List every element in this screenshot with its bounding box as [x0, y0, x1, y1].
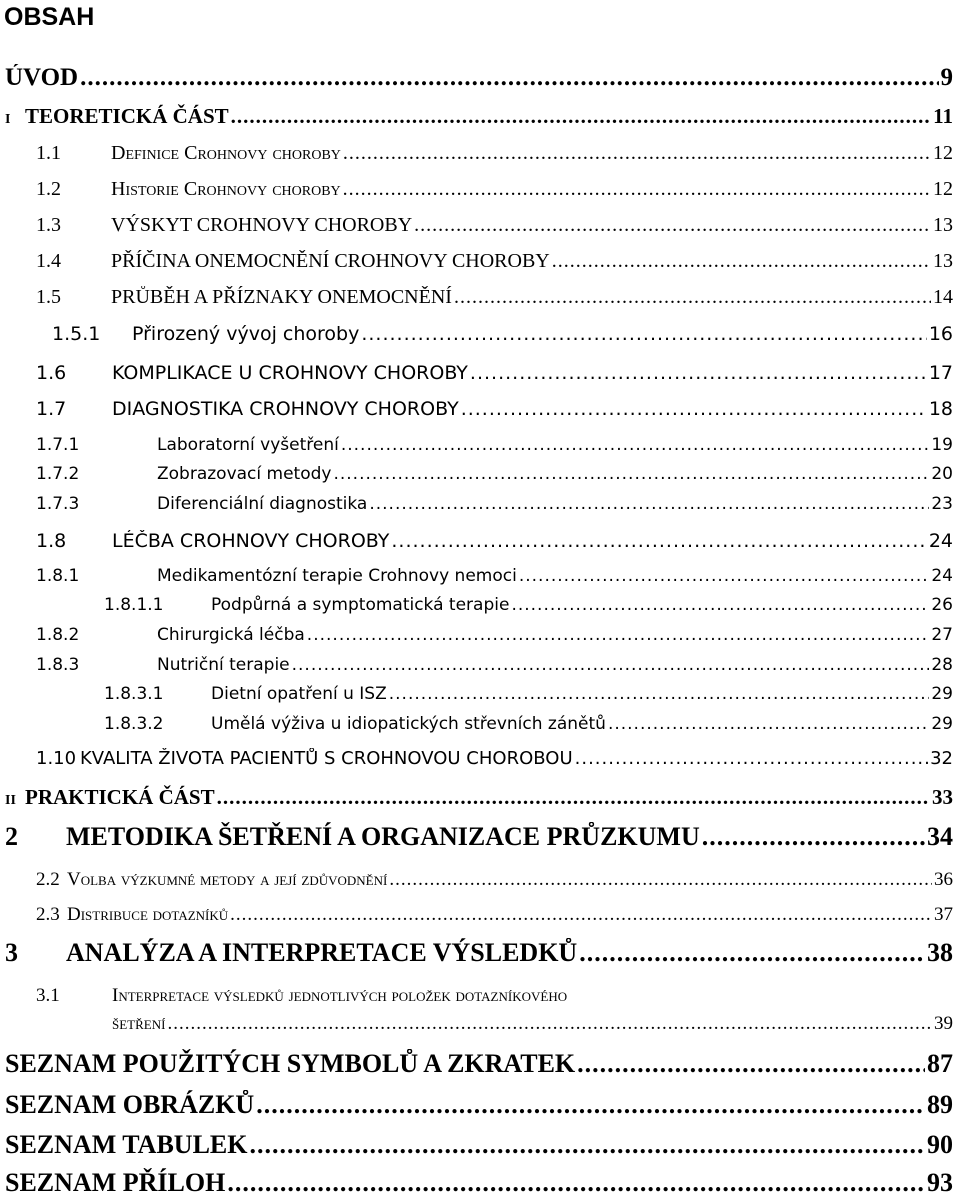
toc-title: OBSAH [4, 3, 95, 31]
toc-entry-page: 87 [927, 1049, 953, 1078]
toc-entry-number: 1.7.1 [36, 435, 80, 455]
toc-entry-label: Definice Crohnovy choroby [111, 142, 341, 164]
toc-entry-label: DIAGNOSTIKA CROHNOVY CHOROBY [112, 398, 459, 420]
toc-entry-label: ÚVOD [5, 64, 79, 91]
toc-entry[interactable] [104, 684, 953, 704]
toc-leader [519, 566, 930, 586]
toc-entry[interactable] [36, 985, 953, 1007]
toc-entry-label: Volba výzkumné metody a její zdůvodnění [67, 869, 388, 890]
toc-leader [231, 104, 932, 129]
toc-entry[interactable] [104, 714, 953, 734]
toc-entry[interactable] [36, 625, 953, 645]
toc-entry-page: 23 [931, 494, 953, 514]
toc-entry-number: 2 [5, 822, 18, 851]
toc-entry-number: 1.3 [36, 214, 61, 236]
toc-leader [230, 904, 932, 926]
toc-leader [389, 684, 930, 704]
toc-entry-label: VÝSKYT CROHNOVY CHOROBY [111, 214, 413, 236]
toc-entry-page: 33 [932, 785, 953, 809]
toc-entry-label: Umělá výživa u idiopatických střevních zánětů [211, 714, 606, 734]
toc-entry-label: Historie Crohnovy choroby [111, 178, 341, 200]
toc-entry[interactable] [36, 398, 953, 420]
toc-entry-page: 13 [933, 214, 953, 236]
toc-entry-number: 1.8.3 [36, 655, 80, 675]
toc-entry-page: 29 [931, 684, 953, 704]
toc-entry-number: 2.3 [36, 904, 60, 925]
toc-entry-label: KVALITA ŽIVOTA PACIENTŮ S CROHNOVOU CHOROBOU [80, 748, 573, 769]
toc-entry-page: 38 [927, 938, 953, 967]
toc-entry-label: SEZNAM OBRÁZKŮ [5, 1090, 255, 1119]
toc-entry-page: 34 [927, 822, 953, 851]
toc-entry-number: 1.8.2 [36, 625, 80, 645]
toc-entry-number: 1.5 [36, 286, 61, 308]
toc-entry-number: 1.7.3 [36, 494, 80, 514]
toc-entry[interactable] [5, 1049, 953, 1079]
toc-entry-number: 1.7.2 [36, 464, 80, 484]
toc-leader [369, 494, 929, 514]
toc-leader [461, 398, 927, 420]
toc-entry[interactable] [5, 785, 953, 810]
toc-entry-page: 16 [928, 323, 953, 345]
toc-entry-label: TEORETICKÁ ČÁST [25, 104, 229, 128]
toc-entry-page: 28 [931, 655, 953, 675]
toc-leader [217, 785, 930, 810]
toc-entry[interactable] [36, 655, 953, 675]
toc-entry-page: 93 [927, 1168, 953, 1197]
toc-entry-label: Podpůrná a symptomatická terapie [211, 595, 510, 615]
toc-entry[interactable] [36, 142, 953, 165]
toc-entry[interactable] [5, 822, 953, 852]
toc-entry[interactable] [52, 323, 953, 345]
toc-entry-page: 27 [931, 625, 953, 645]
toc-entry-page: 17 [928, 362, 953, 384]
toc-leader [414, 214, 931, 237]
toc-entry-label: ANALÝZA A INTERPRETACE VÝSLEDKŮ [66, 938, 578, 967]
toc-entry-number: 1.4 [36, 250, 61, 272]
toc-leader [227, 1168, 925, 1198]
toc-entry-page: 39 [934, 1013, 953, 1034]
toc-leader [80, 64, 938, 92]
toc-entry-page: 14 [933, 286, 953, 308]
toc-entry[interactable] [36, 748, 953, 769]
toc-entry-number: 1.5.1 [52, 323, 101, 345]
toc-entry[interactable] [36, 464, 953, 484]
toc-entry-page: 24 [928, 530, 953, 552]
toc-entry-number: 1.8.1.1 [104, 595, 164, 615]
toc-entry-label: Nutriční terapie [157, 655, 290, 675]
toc-leader [579, 938, 925, 968]
toc-entry-page: 29 [931, 714, 953, 734]
toc-entry-page: 90 [927, 1130, 953, 1159]
toc-entry-label: Diferenciální diagnostika [157, 494, 368, 514]
toc-entry-page: 9 [940, 64, 953, 91]
toc-leader [389, 869, 932, 891]
toc-entry[interactable] [36, 362, 953, 384]
toc-entry-label: PŘÍČINA ONEMOCNĚNÍ CROHNOVY CHOROBY [111, 250, 550, 272]
toc-leader [333, 464, 929, 484]
toc-leader [577, 1049, 925, 1079]
toc-leader [249, 1130, 925, 1160]
toc-entry-label: Interpretace výsledků jednotlivých položek dotazníkového [112, 985, 568, 1006]
toc-entry-label: Zobrazovací metody [157, 464, 332, 484]
toc-entry-label: šetření [112, 1013, 166, 1034]
toc-leader [343, 178, 931, 201]
toc-entry-label: Chirurgická léčba [157, 625, 305, 645]
toc-entry-number: 3 [5, 938, 18, 967]
toc-leader [552, 250, 931, 273]
toc-entry[interactable] [104, 595, 953, 615]
toc-entry-page: 37 [934, 904, 953, 925]
toc-entry-page: 32 [930, 748, 953, 769]
toc-entry-number: 1.6 [36, 362, 67, 384]
toc-leader [511, 595, 929, 615]
toc-leader [292, 655, 930, 675]
toc-leader [361, 323, 926, 345]
toc-entry[interactable] [5, 1130, 953, 1160]
toc-entry-page: 24 [931, 566, 953, 586]
toc-entry[interactable] [5, 938, 953, 968]
toc-leader [575, 748, 928, 769]
toc-entry-label: SEZNAM PŘÍLOH [5, 1168, 226, 1197]
toc-entry[interactable] [36, 904, 953, 926]
toc-entry-number: 1.2 [36, 178, 61, 200]
toc-entry-number: 1.7 [36, 398, 67, 420]
toc-leader [341, 435, 930, 455]
toc-entry-page: 13 [933, 250, 953, 272]
toc-entry-page: 12 [933, 178, 953, 200]
toc-entry[interactable] [5, 1090, 953, 1120]
toc-entry-number: 2.2 [36, 869, 60, 890]
toc-entry[interactable] [36, 286, 953, 309]
toc-entry[interactable] [36, 530, 953, 552]
toc-entry-label: Dietní opatření u ISZ [211, 684, 387, 704]
toc-entry[interactable] [36, 566, 953, 586]
toc-entry-number: 1.1 [36, 142, 61, 164]
toc-entry[interactable] [5, 64, 953, 92]
toc-entry-label: METODIKA ŠETŘENÍ A ORGANIZACE PRŮZKUMU [66, 822, 700, 851]
toc-entry-number: 1.10 [36, 748, 77, 769]
toc-entry-page: 26 [931, 595, 953, 615]
toc-entry[interactable] [36, 250, 953, 273]
toc-entry-page: 89 [927, 1090, 953, 1119]
toc-leader [470, 362, 927, 384]
toc-entry-label: PRAKTICKÁ ČÁST [25, 785, 215, 809]
toc-entry-page: 36 [934, 869, 953, 890]
toc-entry-number: I [5, 112, 11, 127]
toc-entry[interactable] [36, 214, 953, 237]
toc-entry[interactable] [5, 104, 953, 129]
toc-entry-label: Přirozený vývoj choroby [132, 323, 360, 345]
toc-entry-page: 11 [933, 104, 953, 128]
toc-entry-number: 1.8.3.1 [104, 684, 164, 704]
toc-entry-page: 12 [933, 142, 953, 164]
toc-entry-label: SEZNAM TABULEK [5, 1130, 248, 1159]
toc-entry-page: 19 [931, 435, 953, 455]
toc-entry-label: Distribuce dotazníků [67, 904, 229, 925]
toc-entry[interactable] [36, 494, 953, 514]
toc-leader [256, 1090, 925, 1120]
toc-leader [167, 1013, 932, 1035]
toc-entry[interactable] [36, 869, 953, 891]
toc-entry-label: Laboratorní vyšetření [157, 435, 339, 455]
toc-entry-label: SEZNAM POUŽITÝCH SYMBOLŮ A ZKRATEK [5, 1049, 576, 1078]
toc-leader [454, 286, 931, 309]
toc-leader [391, 530, 926, 552]
toc-entry[interactable] [112, 1013, 953, 1035]
toc-leader [343, 142, 931, 165]
toc-entry[interactable] [36, 435, 953, 455]
toc-entry-label: KOMPLIKACE U CROHNOVY CHOROBY [112, 362, 468, 384]
toc-entry-number: 3.1 [36, 985, 60, 1006]
toc-entry-label: Medikamentózní terapie Crohnovy nemoci [157, 566, 517, 586]
toc-entry-number: 1.8.1 [36, 566, 80, 586]
toc-leader [307, 625, 930, 645]
toc-entry[interactable] [36, 178, 953, 201]
toc-leader [702, 822, 925, 852]
toc-leader [608, 714, 929, 734]
toc-entry-page: 20 [931, 464, 953, 484]
toc-entry-number: 1.8.3.2 [104, 714, 164, 734]
toc-entry-number: 1.8 [36, 530, 67, 552]
toc-entry-number: II [5, 793, 16, 808]
toc-entry-label: PRŮBĚH A PŘÍZNAKY ONEMOCNĚNÍ [111, 286, 452, 308]
toc-entry-label: LÉČBA CROHNOVY CHOROBY [112, 530, 390, 552]
toc-entry[interactable] [5, 1168, 953, 1198]
toc-entry-page: 18 [928, 398, 953, 420]
